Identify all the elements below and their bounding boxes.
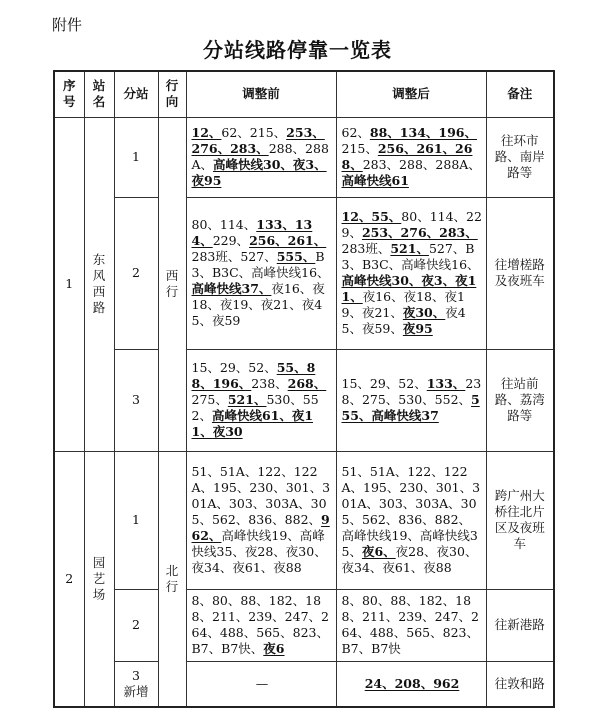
- station-name-cell: [84, 451, 114, 707]
- remark-cell: 跨广州大桥往北片区及夜班车: [486, 451, 554, 589]
- route-numbers-changed: 521、: [227, 392, 267, 407]
- route-numbers-changed: 55、88、196、: [191, 360, 316, 391]
- route-numbers-changed: 夜30、: [402, 305, 446, 320]
- route-numbers-changed: 253、276、283、: [361, 225, 478, 240]
- route-numbers: B3、B3C、高峰快线16、: [191, 249, 330, 280]
- route-numbers-changed: 133、: [426, 376, 466, 391]
- route-numbers: 275、: [191, 392, 228, 407]
- route-numbers: 527、B3、B3C、高峰快线16、: [341, 241, 480, 272]
- table-row: [54, 197, 554, 349]
- table-body: [54, 117, 554, 707]
- after-routes-cell: [336, 349, 486, 451]
- route-numbers: 80、114、: [191, 217, 257, 232]
- route-numbers-changed: 12、55、: [341, 209, 402, 224]
- route-numbers: 15、29、52、: [341, 376, 427, 391]
- before-routes-cell: [186, 589, 336, 661]
- route-numbers: 238、: [251, 376, 288, 391]
- sub-station-cell: [114, 661, 158, 707]
- table-row: [54, 589, 554, 661]
- route-numbers-changed: 高峰快线30、夜3、夜95: [191, 157, 327, 188]
- route-numbers: 283班、: [341, 241, 391, 256]
- route-numbers: 283班、527、: [191, 249, 277, 264]
- header-remark: 备注: [486, 71, 554, 117]
- vertical-text: 东风西路: [92, 252, 106, 315]
- sub-station-number: 1: [132, 149, 140, 164]
- route-numbers: 215、: [341, 141, 378, 156]
- route-numbers-changed: 夜6、: [361, 544, 396, 559]
- table-row: [54, 117, 554, 197]
- header-before: 调整前: [186, 71, 336, 117]
- route-numbers: 238、275、530、552、: [341, 376, 482, 407]
- sub-station-number: 3: [132, 392, 140, 407]
- route-numbers: 15、29、52、: [191, 360, 277, 375]
- sub-station-cell: [114, 117, 158, 197]
- vertical-text: 北行: [165, 562, 179, 594]
- route-numbers: 51、51A、122、122A、195、230、301、301A、303、303A、305、562、836、882、: [191, 464, 331, 527]
- route-numbers-changed: 高峰快线37、: [191, 281, 272, 296]
- before-routes-cell: [186, 117, 336, 197]
- route-numbers: 夜16、夜18、夜19、夜21、: [341, 289, 465, 320]
- route-numbers-changed: 268、: [287, 376, 327, 391]
- route-numbers-changed: 高峰快线30、夜3、夜11、: [341, 273, 477, 304]
- sub-station-number: 3: [132, 667, 140, 683]
- route-numbers-changed: 夜95: [402, 321, 433, 336]
- route-numbers-changed: 256、261、: [249, 233, 327, 248]
- route-numbers-changed: 555、: [276, 249, 316, 264]
- sub-station-cell: [114, 589, 158, 661]
- route-numbers: 8、80、88、182、188、211、239、247、264、488、565、823、B7、B7快: [341, 593, 479, 656]
- after-routes-cell: [336, 589, 486, 661]
- route-numbers-changed: 521、: [390, 241, 429, 256]
- header-direction: 行向: [158, 71, 186, 117]
- route-numbers: 80、114、229、: [341, 209, 482, 240]
- route-numbers: 288、288A、: [191, 141, 329, 172]
- vertical-text: 西行: [165, 268, 179, 299]
- route-numbers-changed: 12、: [191, 125, 222, 140]
- after-routes-cell: [336, 661, 486, 707]
- table-row: [54, 349, 554, 451]
- route-numbers-changed: 88、134、196、: [369, 125, 477, 140]
- route-numbers-changed: 133、134、: [191, 217, 313, 248]
- table-row: [54, 451, 554, 589]
- sub-station-number: 2: [132, 617, 140, 632]
- header-row: [54, 71, 554, 117]
- before-routes-cell: [186, 451, 336, 589]
- attachment-label: 附件: [52, 16, 83, 34]
- header-station: 站名: [84, 71, 114, 117]
- remark-cell: 往敦和路: [486, 661, 554, 707]
- vertical-text: 园艺场: [92, 554, 106, 602]
- sub-station-number: 1: [132, 512, 140, 527]
- after-routes-cell: [336, 451, 486, 589]
- route-numbers-changed: 253、276、283、: [191, 125, 325, 156]
- route-numbers-changed: 555、高峰快线37: [341, 392, 480, 423]
- page-title: 分站线路停靠一览表: [203, 38, 392, 62]
- header-seq: 序号: [54, 71, 84, 117]
- route-numbers: 62、: [341, 125, 370, 140]
- route-numbers: 62、215、: [221, 125, 287, 140]
- sub-station-cell: [114, 349, 158, 451]
- route-numbers: 51、51A、122、122A、195、230、301、301A、303、303A、305、562、836、882、高峰快线19、高峰快线35、: [341, 464, 481, 559]
- direction-cell: [158, 117, 186, 451]
- sub-station-cell: [114, 451, 158, 589]
- sub-station-cell: [114, 197, 158, 349]
- remark-cell: 往增槎路及夜班车: [486, 197, 554, 349]
- route-numbers: 530、552、: [191, 392, 319, 423]
- route-numbers: 夜16、夜18、夜19、夜21、夜45、夜59: [191, 281, 325, 328]
- header-sub: 分站: [114, 71, 158, 117]
- station-name-cell: [84, 117, 114, 451]
- table-row: [54, 661, 554, 707]
- before-routes-cell: [186, 197, 336, 349]
- route-numbers-changed: 962、: [191, 512, 330, 543]
- route-numbers: 夜28、夜30、夜34、夜61、夜88: [341, 544, 478, 575]
- sub-station-note: 新增: [123, 683, 149, 699]
- route-numbers: —: [255, 675, 269, 691]
- remark-cell: 往环市路、南岸路等: [486, 117, 554, 197]
- route-numbers-changed: 高峰快线61、夜11、夜30: [191, 408, 314, 439]
- after-routes-cell: [336, 117, 486, 197]
- route-numbers: 8、80、88、182、188、211、239、247、264、488、565、823、B7、B7快、: [191, 593, 329, 656]
- after-routes-cell: [336, 197, 486, 349]
- route-numbers: 229、: [212, 233, 250, 248]
- sub-station-number: 2: [132, 265, 140, 280]
- before-routes-cell: [186, 349, 336, 451]
- seq-cell: 1: [54, 117, 84, 451]
- route-table: [53, 70, 555, 708]
- remark-cell: 往新港路: [486, 589, 554, 661]
- direction-cell: [158, 451, 186, 707]
- route-numbers-changed: 高峰快线61: [341, 173, 409, 188]
- before-routes-cell: [186, 661, 336, 707]
- route-numbers: 高峰快线19、高峰快线35、夜28、夜30、夜34、夜61、夜88: [191, 528, 327, 575]
- route-numbers-changed: 256、261、268、: [341, 141, 473, 172]
- route-numbers-changed: 夜6: [263, 641, 285, 656]
- seq-cell: 2: [54, 451, 84, 707]
- remark-cell: 往站前路、荔湾路等: [486, 349, 554, 451]
- route-numbers-changed: 24、208、962: [364, 675, 460, 691]
- route-numbers: 夜45、夜59、: [341, 305, 466, 336]
- route-numbers: 283、288、288A、: [362, 157, 481, 172]
- header-after: 调整后: [336, 71, 486, 117]
